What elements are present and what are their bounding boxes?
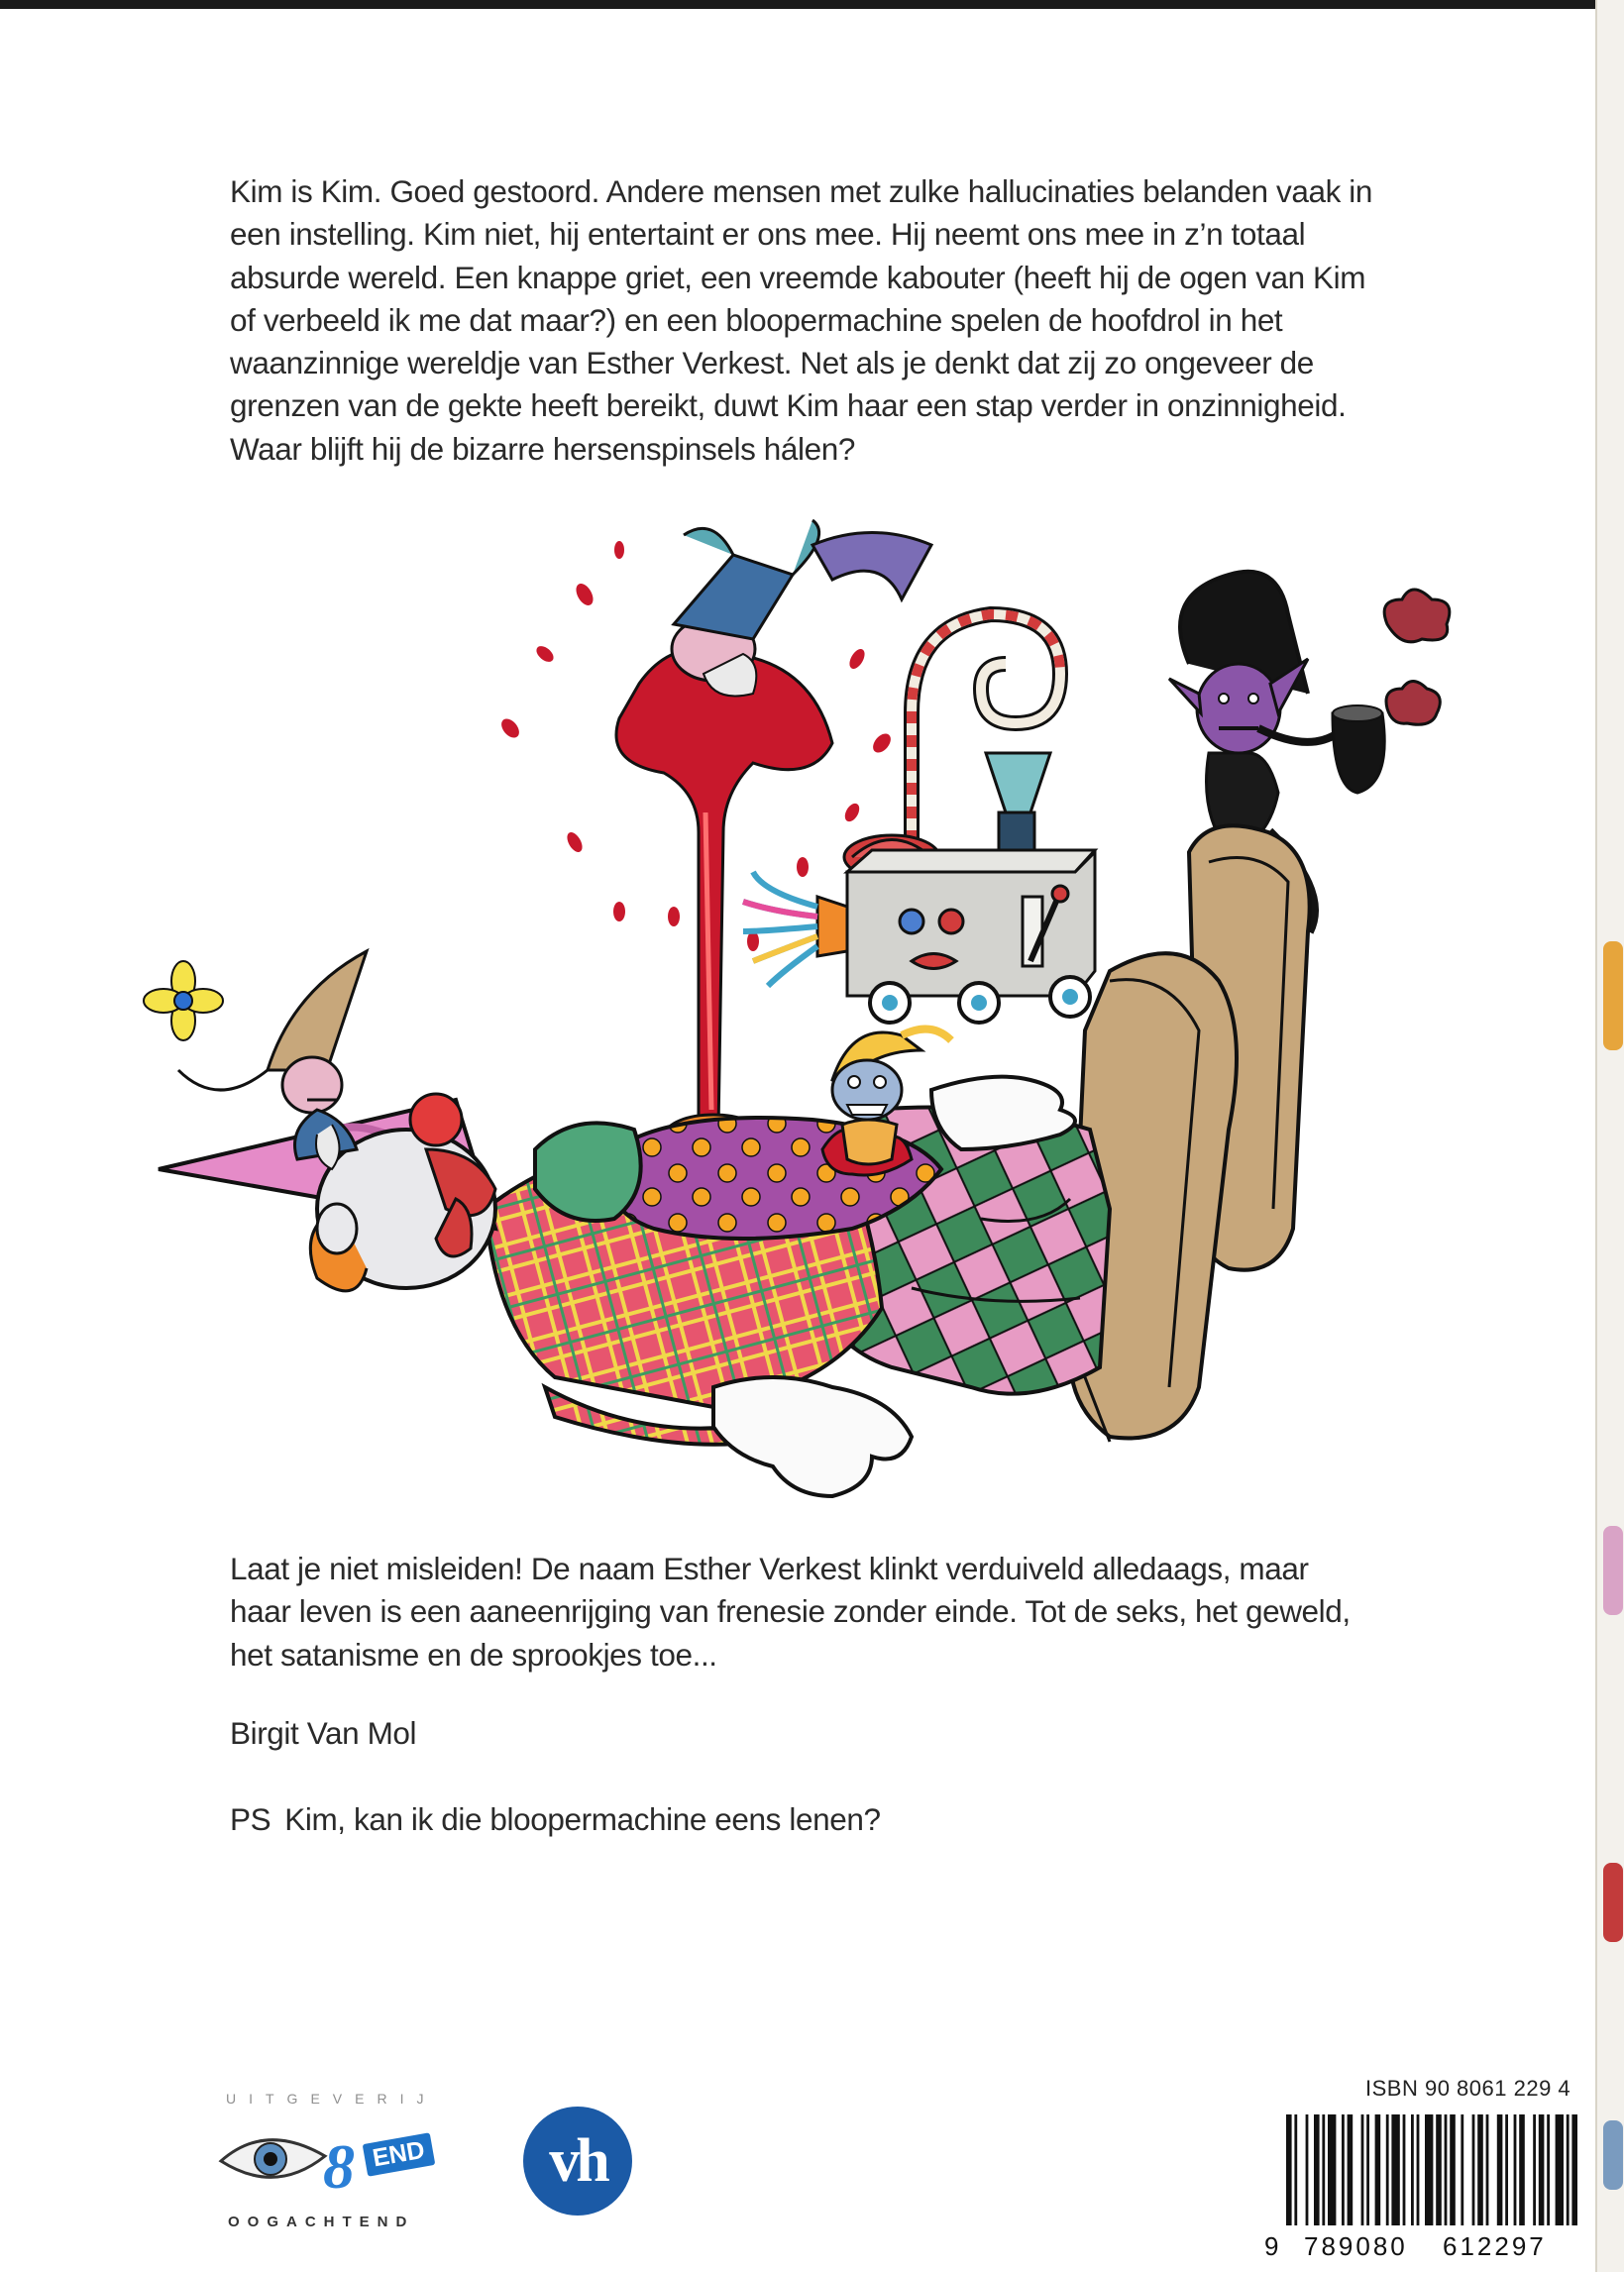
barcode-bar — [1425, 2114, 1433, 2225]
barcode-bar — [1519, 2114, 1525, 2225]
adjacent-page-strip — [1595, 0, 1624, 2272]
postscript-text: Kim, kan ik die bloopermachine eens lenen? — [284, 1801, 881, 1837]
barcode-bar — [1366, 2114, 1369, 2225]
badge-numeral: 8 — [323, 2131, 355, 2202]
barcode-bars — [1286, 2114, 1577, 2225]
barcode-bar — [1497, 2114, 1503, 2225]
barcode-bar — [1472, 2114, 1475, 2225]
top-edge — [0, 0, 1624, 9]
barcode-bar — [1436, 2114, 1442, 2225]
barcode — [1264, 2110, 1581, 2259]
blurb-line: een instelling. Kim niet, hij entertaint er ons mee. Hij neemt ons mee in z’n totaal — [230, 216, 1306, 253]
barcode-bar — [1567, 2114, 1570, 2225]
ean-first-digit: 9 — [1264, 2231, 1279, 2259]
blurb-line: Waar blijft hij de bizarre hersenspinsels hálen? — [230, 430, 855, 467]
clown-shoes — [1070, 825, 1310, 1442]
head-gnome — [144, 951, 367, 1169]
barcode-bar — [1342, 2114, 1345, 2225]
postscript-prefix: PS — [230, 1801, 271, 1837]
barcode-bar — [1450, 2114, 1456, 2225]
blurb-line: het satanisme en de sprookjes toe... — [230, 1636, 717, 1673]
barcode-bar — [1445, 2114, 1448, 2225]
blurb-line: Laat je niet misleiden! De naam Esther Verkest klinkt verduiveld alledaags, maar — [230, 1551, 1309, 1586]
blurb-line: of verbeeld ik me dat maar?) en een bloopermachine spelen de hoofdrol in het — [230, 301, 1283, 338]
barcode-bar — [1539, 2114, 1545, 2225]
barcode-bar — [1361, 2114, 1364, 2225]
barcode-bar — [1417, 2114, 1420, 2225]
cartoon-clown-illustration — [119, 515, 1466, 1526]
barcode-bar — [1328, 2114, 1336, 2225]
publisher-top-text: UITGEVERIJ — [226, 2091, 437, 2107]
barcode-bar — [1477, 2114, 1483, 2225]
blurb-line: waanzinnige wereldje van Esther Verkest. Net als je denkt dat zij zo ongeveer de — [230, 345, 1314, 381]
barcode-bar — [1403, 2114, 1406, 2225]
postscript — [230, 1801, 881, 1838]
barcode-bar — [1505, 2114, 1508, 2225]
publisher-logo-oogachtend — [216, 2091, 454, 2239]
barcode-bar — [1533, 2114, 1536, 2225]
barcode-bar — [1461, 2114, 1463, 2225]
blurb-line: Kim is Kim. Goed gestoord. Andere mensen met zulke hallucinaties belanden vaak in — [230, 173, 1373, 209]
blurb-paragraph-2 — [230, 1548, 1389, 1677]
blurb-line: grenzen van de gekte heeft bereikt, duwt Kim haar een stap verder in onzinnigheid. — [230, 387, 1347, 424]
barcode-bar — [1286, 2114, 1292, 2225]
barcode-bar — [1411, 2114, 1414, 2225]
barcode-bar — [1391, 2114, 1399, 2225]
blurb-paragraph-1 — [230, 170, 1389, 471]
barcode-bar — [1547, 2114, 1550, 2225]
ean-group-1: 789080 — [1304, 2231, 1408, 2259]
barcode-bar — [1375, 2114, 1381, 2225]
barcode-bar — [1306, 2114, 1309, 2225]
barcode-bar — [1514, 2114, 1517, 2225]
barcode-bar — [1556, 2114, 1564, 2225]
end-badge: END — [363, 2132, 435, 2176]
isbn-label: ISBN 90 8061 229 4 — [1365, 2076, 1571, 2101]
barcode-bar — [1348, 2114, 1353, 2225]
smoke-puffs — [1384, 590, 1450, 724]
ean-group-2: 612297 — [1443, 2231, 1547, 2259]
upside-down-gnome — [672, 520, 819, 697]
blurb-line: absurde wereld. Een knappe griet, een vreemde kabouter (heeft hij de ogen van Kim — [230, 259, 1366, 295]
barcode-bar — [1314, 2114, 1320, 2225]
author-signature: Birgit Van Mol — [230, 1715, 417, 1751]
eye-icon — [216, 2116, 365, 2206]
barcode-bar — [1571, 2114, 1577, 2225]
barcode-bar — [1386, 2114, 1389, 2225]
barcode-bar — [1322, 2114, 1325, 2225]
barcode-bar — [1294, 2114, 1297, 2225]
vh-logo: vh — [523, 2107, 632, 2216]
barcode-bar — [1486, 2114, 1489, 2225]
publisher-bottom-text: OOGACHTEND — [228, 2214, 415, 2230]
blurb-line: haar leven is een aaneenrijging van frenesie zonder einde. Tot de seks, het geweld, — [230, 1593, 1351, 1630]
